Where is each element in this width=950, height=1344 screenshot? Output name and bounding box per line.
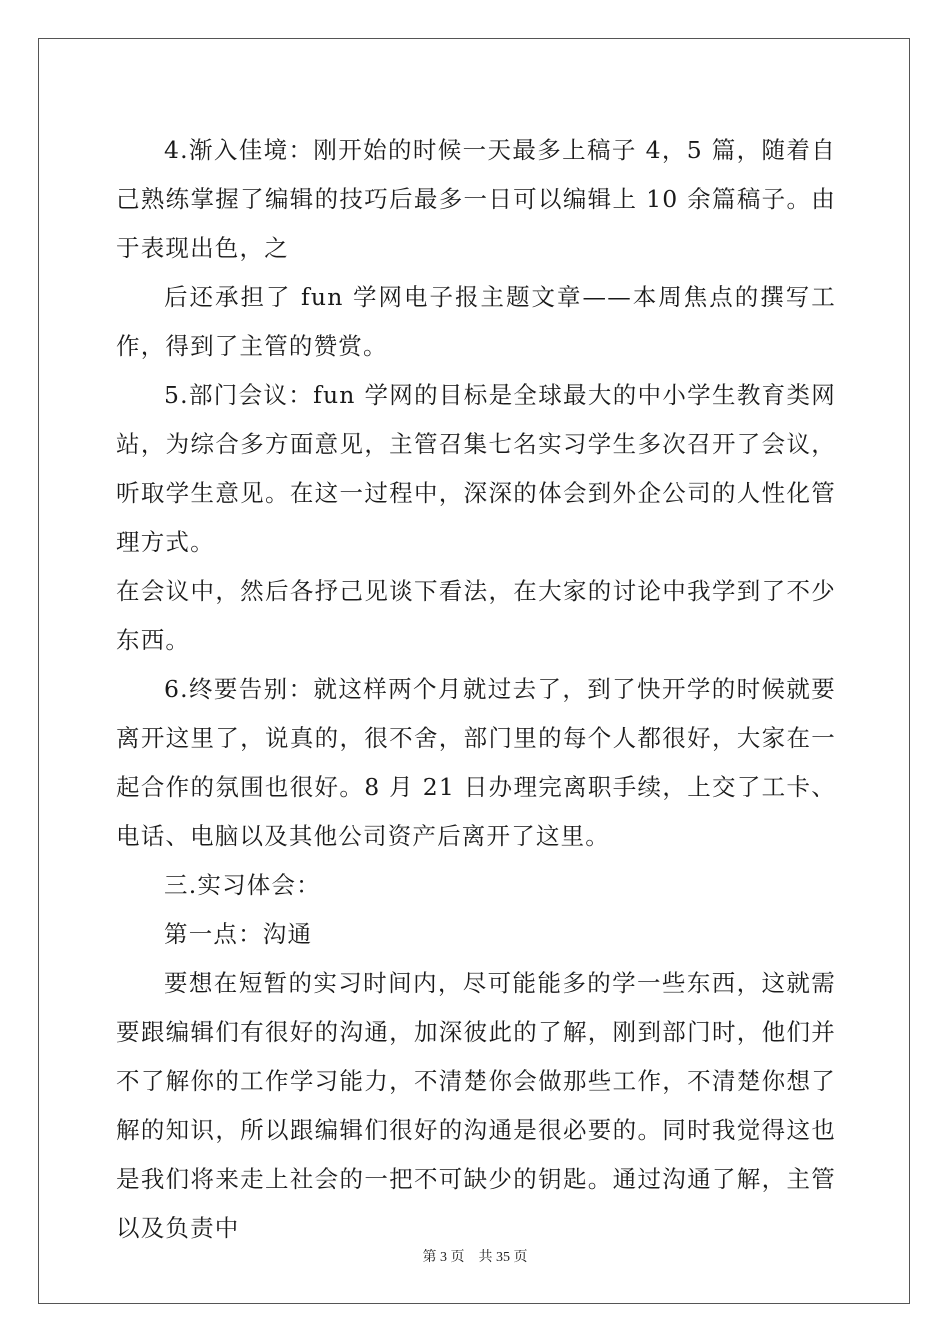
page-number-footer: 第 3 页 共 35 页 <box>422 1250 528 1265</box>
document-body <box>116 126 836 1253</box>
paragraph-meeting-discussion: 在会议中，然后各抒己见谈下看法，在大家的讨论中我学到了不少东西。 <box>116 577 836 654</box>
section-heading-experience: 三.实习体会： <box>164 871 321 899</box>
paragraph-progress: 4.渐入佳境：刚开始的时候一天最多上稿子 4，5 篇，随着自己熟练掌握了编辑的技巧后最多一日可以编辑上 10 余篇稿子。由于表现出色，之 <box>116 136 836 262</box>
paragraph-farewell: 6.终要告别：就这样两个月就过去了，到了快开学的时候就要离开这里了，说真的，很不舍，部门里的每个人都很好，大家在一起合作的氛围也很好。8 月 21 日办理完离职手续，上交了工卡、电话、电脑以及其他公司资产后离开了这里。 <box>116 675 836 850</box>
paragraph-meetings: 5.部门会议：fun 学网的目标是全球最大的中小学生教育类网站，为综合多方面意见，主管召集七名实习学生多次召开了会议，听取学生意见。在这一过程中，深深的体会到外企公司的人性化管理方式。 <box>116 381 836 556</box>
paragraph-communication: 要想在短暂的实习时间内，尽可能能多的学一些东西，这就需要跟编辑们有很好的沟通，加深彼此的了解，刚到部门时，他们并不了解你的工作学习能力，不清楚你会做那些工作，不清楚你想了解的知识，所以跟编辑们很好的沟通是很必要的。同时我觉得这也是我们将来走上社会的一把不可缺少的钥匙。通过沟通了解，主管以及负责中 <box>116 969 836 1242</box>
paragraph-newsletter: 后还承担了 fun 学网电子报主题文章——本周焦点的撰写工作，得到了主管的赞赏。 <box>116 283 836 360</box>
subheading-communication: 第一点：沟通 <box>164 920 313 948</box>
